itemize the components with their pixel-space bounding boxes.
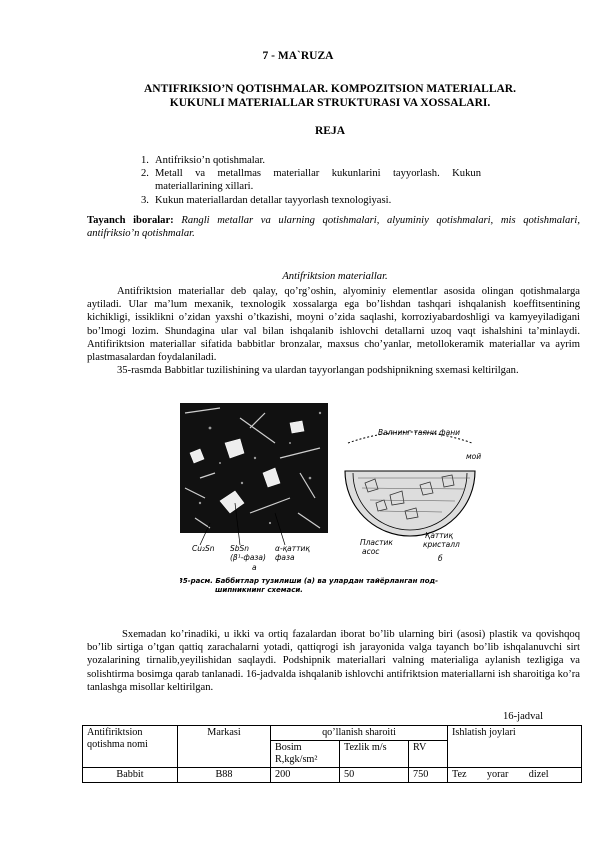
keywords <box>87 214 580 240</box>
label-b-base: асос <box>362 547 380 556</box>
header-rv: RV <box>409 741 448 768</box>
label-b-oil: мой <box>466 452 482 461</box>
plan-item-text: Antifriksio’n qotishmalar. <box>155 155 266 166</box>
label-a-sbsn: SbSn <box>230 544 250 553</box>
header-pressure: Bosim R,kgk/sm² <box>271 741 340 768</box>
section-heading: Antifriktsion materiallar. <box>282 271 388 282</box>
label-b-hard: Қаттиқ <box>425 531 454 540</box>
figure-35 <box>180 403 580 593</box>
plan-item <box>141 194 481 207</box>
paragraph-2: 35-rasmda Babbitlar tuzilishining va ulardan tayyorlangan podshipnikning sxemasi keltirilgan. <box>117 365 519 376</box>
plan-item-number: 2. <box>141 168 149 180</box>
cell-pressure: 200 <box>271 768 340 783</box>
label-a: а <box>252 563 257 572</box>
label-b: б <box>438 554 443 563</box>
cell-rv: 750 <box>409 768 448 783</box>
keywords-label: Tayanch iboralar: <box>87 215 174 226</box>
plan-heading: REJA <box>314 125 346 137</box>
plan-item-number: 1. <box>141 155 149 166</box>
table-label: 16-jadval <box>503 711 544 722</box>
cell-brand: B88 <box>178 768 271 783</box>
lecture-number: 7 - MA`RUZA <box>262 50 334 62</box>
plan-list <box>141 154 481 207</box>
microstructure-image <box>180 403 328 533</box>
plan-item <box>141 167 481 193</box>
label-a-beta: (β¹-фаза) <box>230 553 266 562</box>
cell-usage: Tez yorar dizel <box>448 768 582 783</box>
cell-speed: 50 <box>340 768 409 783</box>
plan-item-text: Kukun materiallardan detallar tayyorlash texnologiyasi. <box>155 194 392 206</box>
header-speed: Tezlik m/s <box>340 741 409 768</box>
title-line-1: ANTIFRIKSIO’N QOTISHMALAR. KOMPOZITSION MATERIALLAR. <box>144 83 516 95</box>
cell-name: Babbit <box>83 768 178 783</box>
paragraph-3: Sxemadan ko’rinadiki, u ikki va ortiq fazalardan iborat bo’lib ularning biri (asosi) plastik va qovishqoq bo’lib sirtiga o’tgan qattiq zarachalarni yotadi, qattiqrogi ish jarayonida valga tayanch bo’lib ishqalanuvchi sirt yozalarining tirnalib,yeyilishidan saqlaydi. Podshipnik materiallari valning materialiga aylanish tezligiga va solishtirma bosimga qarab tanlanadi. 16-jadvalda ishqalanib ishlovchi antifriktsion materiallarni ish sharoitiga ko’ra tanlashga misollar keltirilgan. <box>87 629 580 693</box>
label-a-alpha: α-қаттиқ <box>275 544 310 553</box>
label-a-phase: фаза <box>275 553 295 562</box>
paragraph-1: Antifriktsion materiallar deb qalay, qo’rg’oshin, alyominiy elementlar asosida olingan qotishmalarga aytiladi. Ular ma’lum mexanik, texnologik xossalarga ega bo’lishdan tashqari ishqalanish koeffitsentining kichikligi, issiklikni o’zidan yaxshi o’tkazishi, moyni o’zida saqlashi, korroziyabardoshligi va kamyeyiladigani bo’lmogi lozim. Shundagina ular val bilan ishqalanib ishlovchi detallarni uzoq vaqt ishalshini ta’minlaydi. Antifiriktsion materiallar sifatida babbitlar bronzalar, maxsus cho’yanlar, metollokeramik materiallar va ayrim plastmasalardan foydalaniladi. <box>87 286 580 364</box>
figure-caption-2: шипникнинг схемаси. <box>215 586 303 593</box>
header-usage: Ishlatish joylari <box>448 726 582 768</box>
header-conditions: qo’llanish sharoiti <box>271 726 448 741</box>
figure-drawing <box>180 403 580 593</box>
plan-item-number: 3. <box>141 194 149 206</box>
bearing-schematic <box>345 432 475 536</box>
keywords-text: Rangli metallar va ularning qotishmalari, alyuminiy qotishmalari, mis qotishmalari, antifriksio’n qotishmalar. <box>87 215 581 240</box>
label-a-cu2sn: Cu₂Sn <box>192 544 215 553</box>
label-b-shaft: Валнинг таяни фани <box>378 428 460 437</box>
label-b-crystal: кристалл <box>423 540 460 549</box>
plan-item <box>141 154 481 167</box>
table-row <box>83 768 582 783</box>
header-name: Antifiriktsion qotishma nomi <box>83 726 178 768</box>
plan-item-text: Metall va metallmas materiallar kukunlarini tayyorlash. Kukun materiallarining xillari. <box>155 168 481 193</box>
materials-table <box>82 725 582 783</box>
figure-caption-1: 35-расм. Баббитлар тузилиши (а) ва улардан тайёрланган под- <box>180 577 439 585</box>
title-line-2: KUKUNLI MATERIALLAR STRUKTURASI VA XOSSALARI. <box>169 97 491 109</box>
header-brand: Markasi <box>178 726 271 768</box>
table-header-row <box>83 726 582 741</box>
label-b-plastic: Пластик <box>360 538 393 547</box>
